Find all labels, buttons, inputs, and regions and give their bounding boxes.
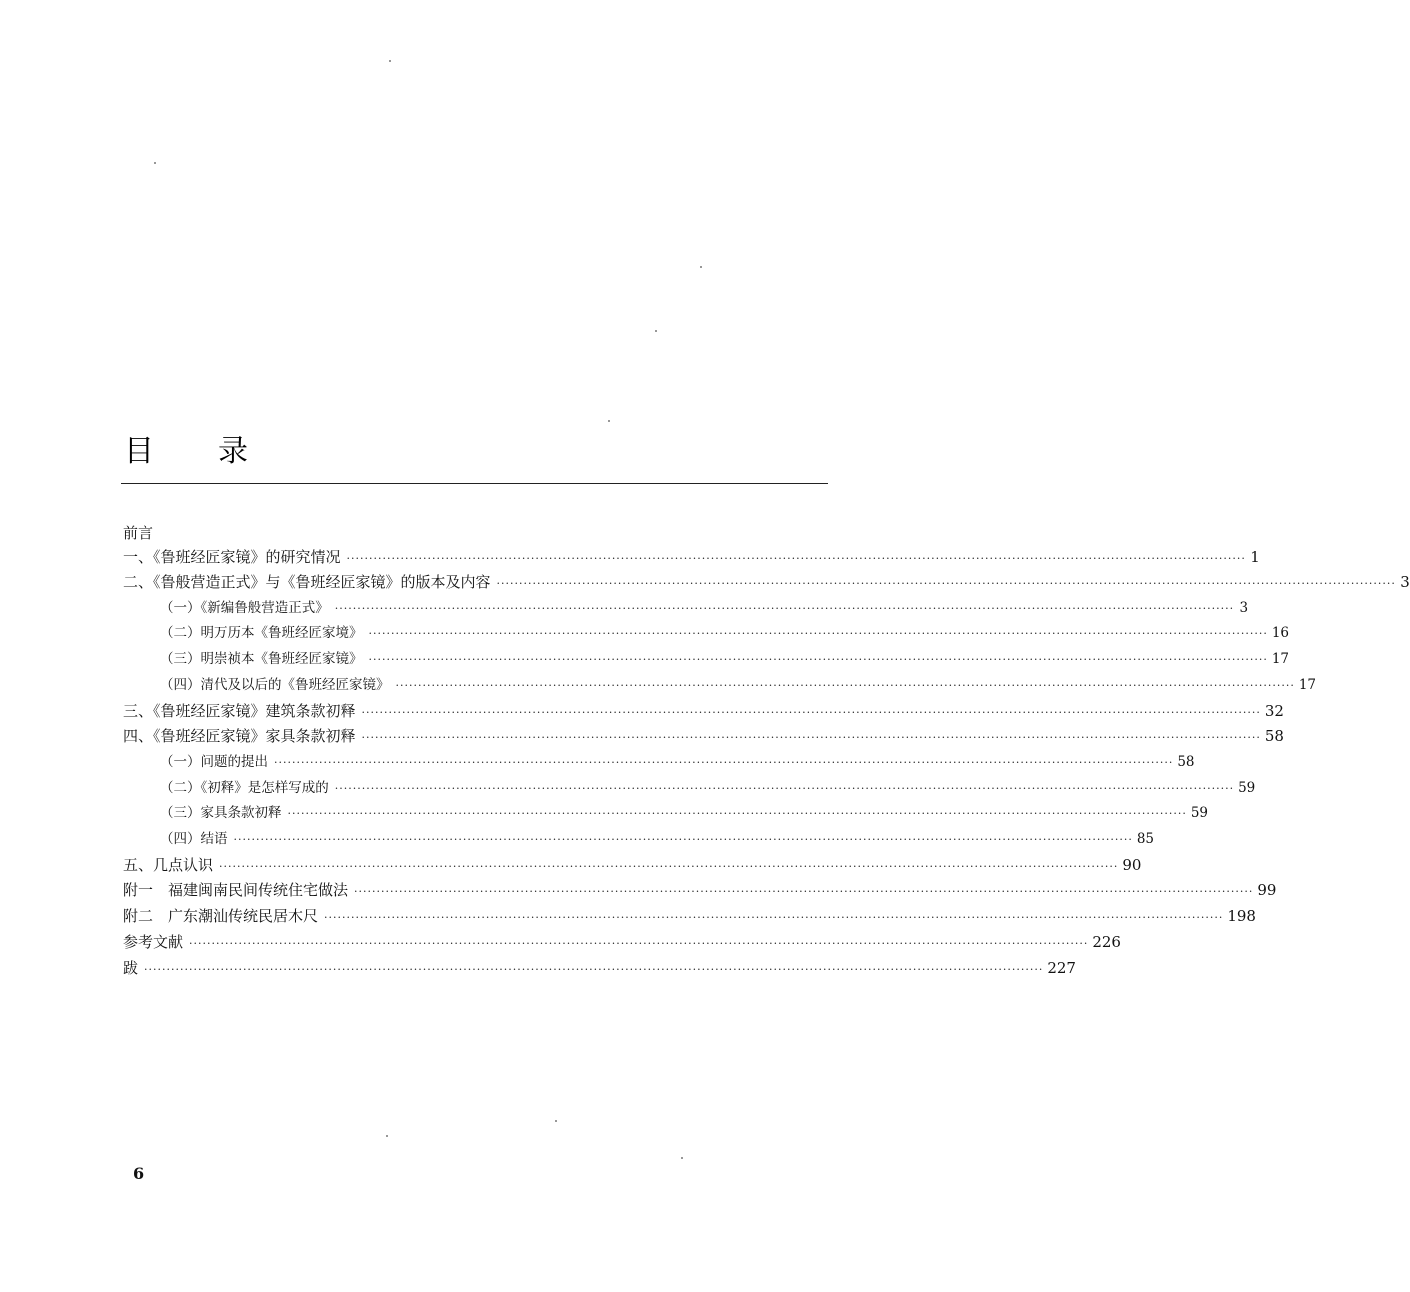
toc-entry[interactable]	[123, 854, 1142, 876]
dot-leader: ········································································································································································································	[354, 885, 1254, 898]
scan-speck	[154, 162, 156, 164]
page-title	[124, 432, 248, 472]
toc-entry-label: 附二 广东潮汕传统民居木尺	[123, 907, 319, 925]
toc-entry-label: （三）明崇祯本《鲁班经匠家镜》	[160, 651, 363, 667]
toc-entry-page: 16	[1271, 625, 1290, 641]
scan-speck	[608, 420, 610, 422]
toc-entry-page: 59	[1238, 780, 1256, 796]
title-char-1: 目	[124, 434, 154, 469]
dot-leader: ········································································································································································································	[395, 679, 1295, 692]
toc-entry-page: 59	[1190, 805, 1209, 821]
dot-leader: ········································································································································································································	[361, 706, 1261, 719]
toc-entry-label: （四）结语	[160, 831, 228, 847]
toc-entry-label: 一、《鲁班经匠家镜》的研究情况	[123, 548, 341, 566]
title-rule	[121, 483, 828, 484]
toc-entry[interactable]	[123, 957, 1076, 979]
toc-entry-label: （二）明万历本《鲁班经匠家境》	[160, 625, 363, 641]
toc-entry-page: 85	[1136, 831, 1155, 847]
toc-entry[interactable]	[123, 571, 1410, 593]
toc-entry-label: 跋	[123, 959, 139, 977]
dot-leader: ········································································································································································································	[346, 552, 1246, 565]
toc-entry-label: （四）清代及以后的《鲁班经匠家镜》	[160, 677, 390, 693]
dot-leader: ········································································································································································································	[334, 782, 1235, 795]
toc-entry-page: 58	[1177, 754, 1195, 770]
toc-entry-page: 226	[1092, 933, 1121, 951]
dot-leader: ········································································································································································································	[324, 911, 1224, 924]
toc-entry-page: 58	[1264, 727, 1284, 745]
toc-entry-page: 3	[1400, 573, 1410, 591]
dot-leader: ········································································································································································································	[144, 963, 1044, 976]
toc-entry[interactable]	[123, 931, 1121, 953]
toc-entry-label: 四、《鲁班经匠家镜》家具条款初释	[123, 727, 356, 745]
toc-entry-page: 17	[1298, 677, 1317, 693]
toc-entry-page: 3	[1239, 600, 1249, 616]
dot-leader: ········································································································································································································	[368, 653, 1268, 666]
toc-entry-page: 90	[1122, 856, 1142, 874]
dot-leader: ········································································································································································································	[233, 833, 1133, 846]
toc-entry-label: （三）家具条款初释	[160, 805, 282, 821]
toc-entry-page: 1	[1250, 548, 1260, 566]
toc-preface: 前言	[123, 524, 154, 542]
toc-entry[interactable]	[160, 622, 1290, 644]
toc-entry-page: 32	[1264, 702, 1284, 720]
scan-speck	[655, 330, 657, 332]
scan-speck	[700, 266, 702, 268]
dot-leader: ········································································································································································································	[334, 602, 1235, 615]
toc-entry-label: 二、《鲁般营造正式》与《鲁班经匠家镜》的版本及内容	[123, 573, 491, 591]
toc-entry-label: （二）《初释》是怎样写成的	[160, 780, 329, 796]
page-number: 6	[133, 1164, 145, 1183]
dot-leader: ········································································································································································································	[274, 756, 1174, 769]
toc-entry[interactable]	[160, 828, 1155, 850]
toc-entry[interactable]	[160, 777, 1256, 799]
toc-entry-label: （一）《新编鲁般营造正式》	[160, 600, 329, 616]
toc-entry[interactable]	[160, 674, 1317, 696]
title-char-2: 录	[218, 434, 248, 469]
toc-entry-label: 三、《鲁班经匠家镜》建筑条款初释	[123, 702, 356, 720]
toc-entry[interactable]	[160, 802, 1209, 824]
toc-entry-page: 99	[1257, 881, 1277, 899]
toc-entry[interactable]	[123, 546, 1260, 568]
scan-speck	[386, 1135, 388, 1137]
scan-speck	[681, 1157, 683, 1159]
toc-entry[interactable]	[160, 751, 1195, 773]
toc-entry-label: 附一 福建闽南民间传统住宅做法	[123, 881, 349, 899]
toc-entry[interactable]	[160, 648, 1290, 670]
toc-entry-label: 参考文献	[123, 933, 184, 951]
toc-entry[interactable]	[123, 905, 1256, 927]
toc-entry[interactable]	[123, 700, 1284, 722]
toc-entry[interactable]	[123, 879, 1277, 901]
dot-leader: ········································································································································································································	[287, 807, 1187, 820]
toc-entry-page: 198	[1227, 907, 1256, 925]
scan-speck	[555, 1120, 557, 1122]
toc-entry-page: 17	[1271, 651, 1290, 667]
toc-entry-page: 227	[1047, 959, 1076, 977]
dot-leader: ········································································································································································································	[189, 937, 1089, 950]
dot-leader: ········································································································································································································	[219, 860, 1119, 873]
toc-entry[interactable]	[160, 597, 1249, 619]
toc-entry-label: （一）问题的提出	[160, 754, 268, 770]
toc-entry[interactable]	[123, 725, 1284, 747]
scan-speck	[389, 60, 391, 62]
dot-leader: ········································································································································································································	[368, 627, 1268, 640]
toc-entry-label: 五、几点认识	[123, 856, 214, 874]
dot-leader: ········································································································································································································	[361, 731, 1261, 744]
dot-leader: ········································································································································································································	[496, 577, 1396, 590]
